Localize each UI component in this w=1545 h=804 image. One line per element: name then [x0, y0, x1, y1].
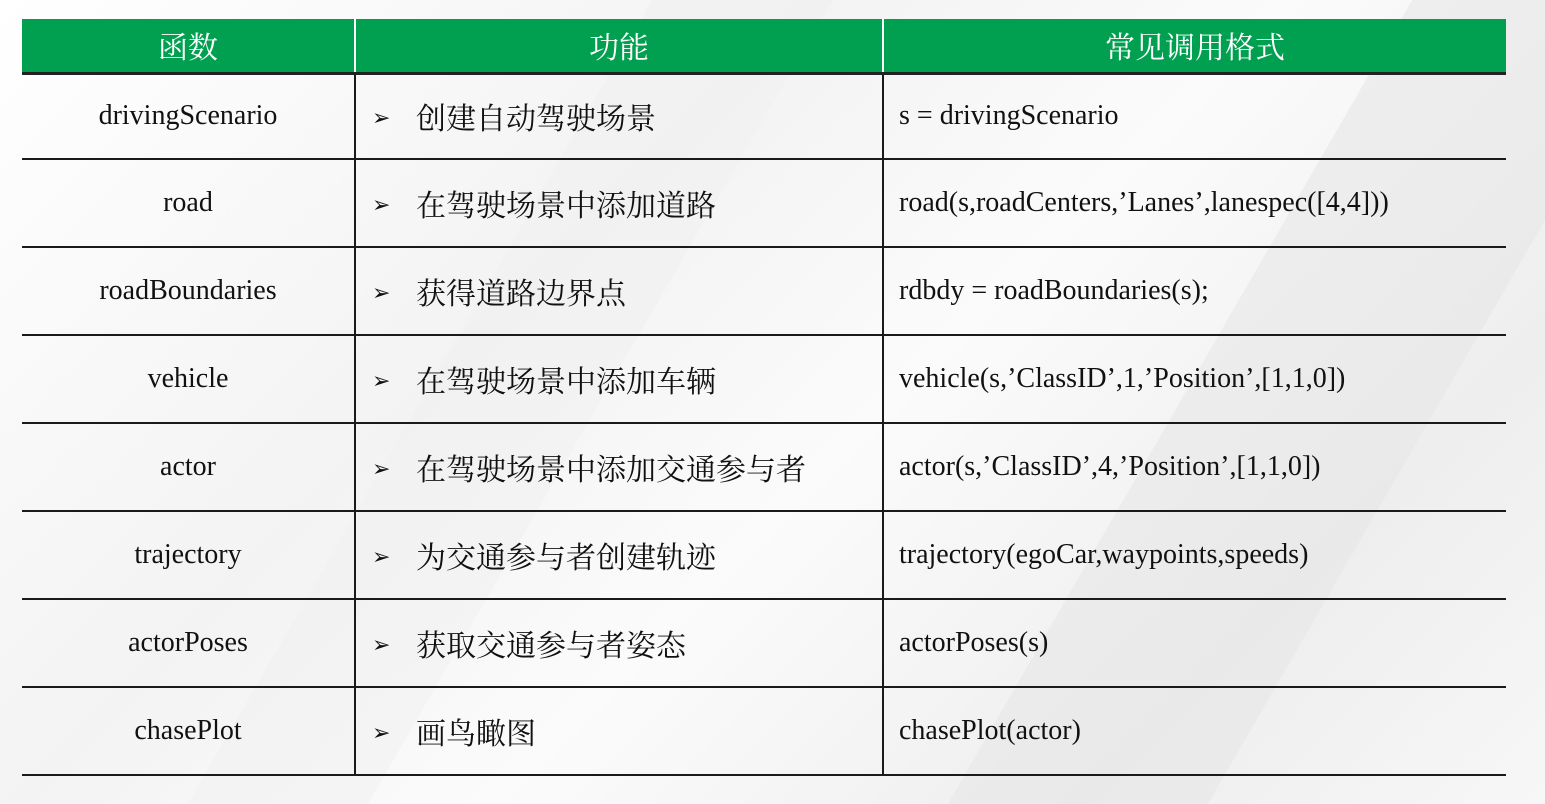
table-row [22, 687, 1506, 775]
description-text: 在驾驶场景中添加道路 [416, 189, 716, 224]
arrow-bullet-icon: ➢ [372, 106, 391, 132]
function-name-cell: roadBoundaries [22, 247, 355, 335]
function-name-cell: vehicle [22, 335, 355, 423]
description-text: 在驾驶场景中添加车辆 [416, 365, 716, 400]
table-row [22, 247, 1506, 335]
description-cell [355, 423, 883, 511]
description-cell [355, 73, 883, 159]
function-name-cell: actor [22, 423, 355, 511]
description-cell [355, 599, 883, 687]
function-name-cell: chasePlot [22, 687, 355, 775]
description-text: 创建自动驾驶场景 [416, 102, 656, 138]
arrow-bullet-icon: ➢ [372, 193, 391, 218]
description-cell [355, 159, 883, 247]
header-usage: 常见调用格式 [883, 19, 1506, 73]
arrow-bullet-icon: ➢ [372, 633, 391, 658]
description-cell [355, 247, 883, 335]
usage-cell: vehicle(s,’ClassID’,1,’Position’,[1,1,0]) [883, 335, 1506, 423]
description-cell [355, 511, 883, 599]
function-table [22, 19, 1506, 776]
table-row [22, 599, 1506, 687]
description-text: 获取交通参与者姿态 [416, 629, 686, 664]
function-name-cell: drivingScenario [22, 73, 355, 159]
arrow-bullet-icon: ➢ [372, 457, 391, 482]
description-text: 获得道路边界点 [416, 277, 626, 312]
function-name-cell: actorPoses [22, 599, 355, 687]
usage-cell: rdbdy = roadBoundaries(s); [883, 247, 1506, 335]
usage-cell: road(s,roadCenters,’Lanes’,lanespec([4,4])) [883, 159, 1506, 247]
table-row [22, 423, 1506, 511]
description-text: 画鸟瞰图 [416, 717, 536, 752]
usage-cell: trajectory(egoCar,waypoints,speeds) [883, 511, 1506, 599]
arrow-bullet-icon: ➢ [372, 545, 391, 570]
description-text: 为交通参与者创建轨迹 [416, 541, 716, 576]
function-name-cell: road [22, 159, 355, 247]
usage-cell: s = drivingScenario [883, 73, 1506, 159]
header-description: 功能 [355, 19, 883, 73]
description-cell [355, 335, 883, 423]
usage-cell: actor(s,’ClassID’,4,’Position’,[1,1,0]) [883, 423, 1506, 511]
table-row [22, 511, 1506, 599]
usage-cell: actorPoses(s) [883, 599, 1506, 687]
arrow-bullet-icon: ➢ [372, 369, 391, 394]
description-cell [355, 687, 883, 775]
arrow-bullet-icon: ➢ [372, 721, 391, 746]
table-row [22, 335, 1506, 423]
table-row [22, 73, 1506, 159]
arrow-bullet-icon: ➢ [372, 281, 391, 306]
description-text: 在驾驶场景中添加交通参与者 [416, 453, 806, 488]
table-header-row [22, 19, 1506, 73]
table-row [22, 159, 1506, 247]
usage-cell: chasePlot(actor) [883, 687, 1506, 775]
header-function: 函数 [22, 19, 355, 73]
function-name-cell: trajectory [22, 511, 355, 599]
